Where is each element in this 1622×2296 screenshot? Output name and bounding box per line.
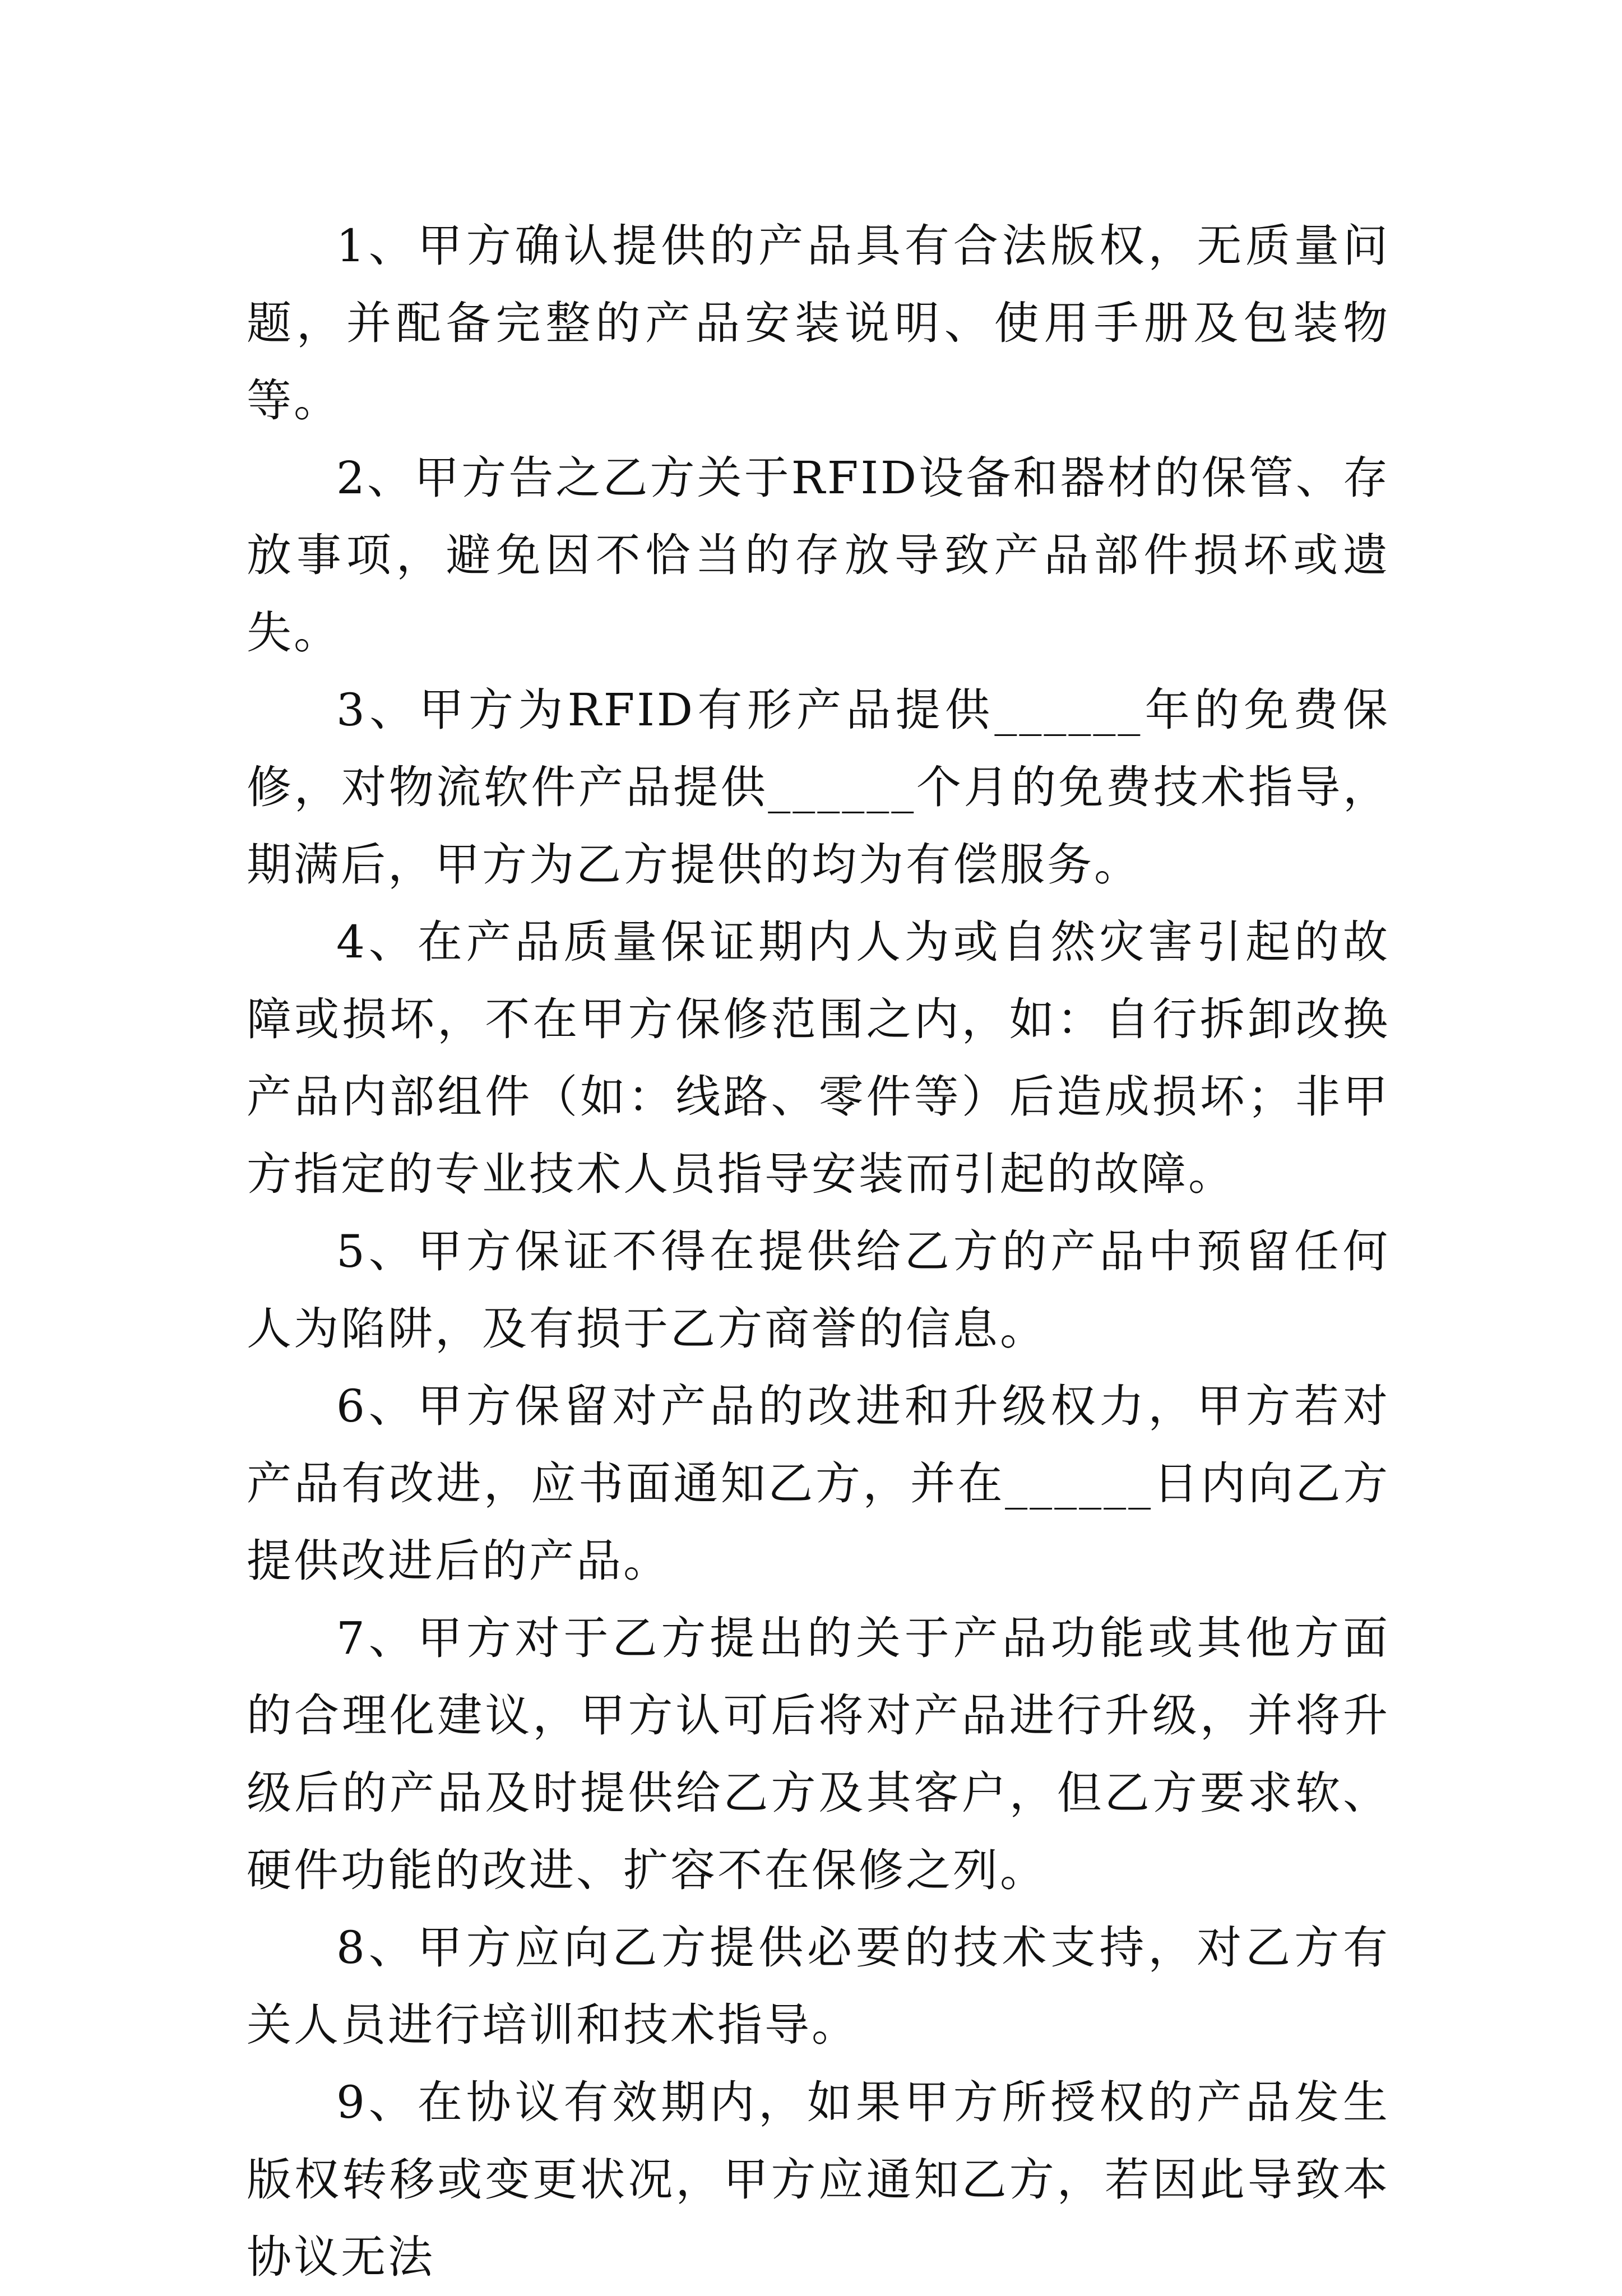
clause-4: 4、在产品质量保证期内人为或自然灾害引起的故障或损坏，不在甲方保修范围之内，如：自行拆卸改换产品内部组件（如：线路、零件等）后造成损坏；非甲方指定的专业技术人员指导安装而引起的故障。 — [247, 916, 1390, 1200]
clause-9: 9、在协议有效期内，如果甲方所授权的产品发生版权转移或变更状况，甲方应通知乙方，若因此导致本协议无法 — [247, 2076, 1390, 2283]
clause-1: 1、甲方确认提供的产品具有合法版权，无质量问题，并配备完整的产品安装说明、使用手册及包装物等。 — [247, 220, 1390, 427]
clause-2: 2、甲方告之乙方关于RFID设备和器材的保管、存放事项，避免因不恰当的存放导致产品部件损坏或遗失。 — [247, 452, 1390, 659]
clause-3: 3、甲方为RFID有形产品提供______年的免费保修，对物流软件产品提供______个月的免费技术指导，期满后，甲方为乙方提供的均为有偿服务。 — [247, 684, 1390, 891]
clause-5: 5、甲方保证不得在提供给乙方的产品中预留任何人为陷阱，及有损于乙方商誉的信息。 — [247, 1225, 1390, 1355]
document-body — [247, 207, 1390, 2296]
clause-6: 6、甲方保留对产品的改进和升级权力，甲方若对产品有改进，应书面通知乙方，并在______日内向乙方提供改进后的产品。 — [247, 1380, 1390, 1587]
clause-8: 8、甲方应向乙方提供必要的技术支持，对乙方有关人员进行培训和技术指导。 — [247, 1922, 1390, 2051]
clause-7: 7、甲方对于乙方提出的关于产品功能或其他方面的合理化建议，甲方认可后将对产品进行升级，并将升级后的产品及时提供给乙方及其客户，但乙方要求软、硬件功能的改进、扩容不在保修之列。 — [247, 1612, 1390, 1896]
